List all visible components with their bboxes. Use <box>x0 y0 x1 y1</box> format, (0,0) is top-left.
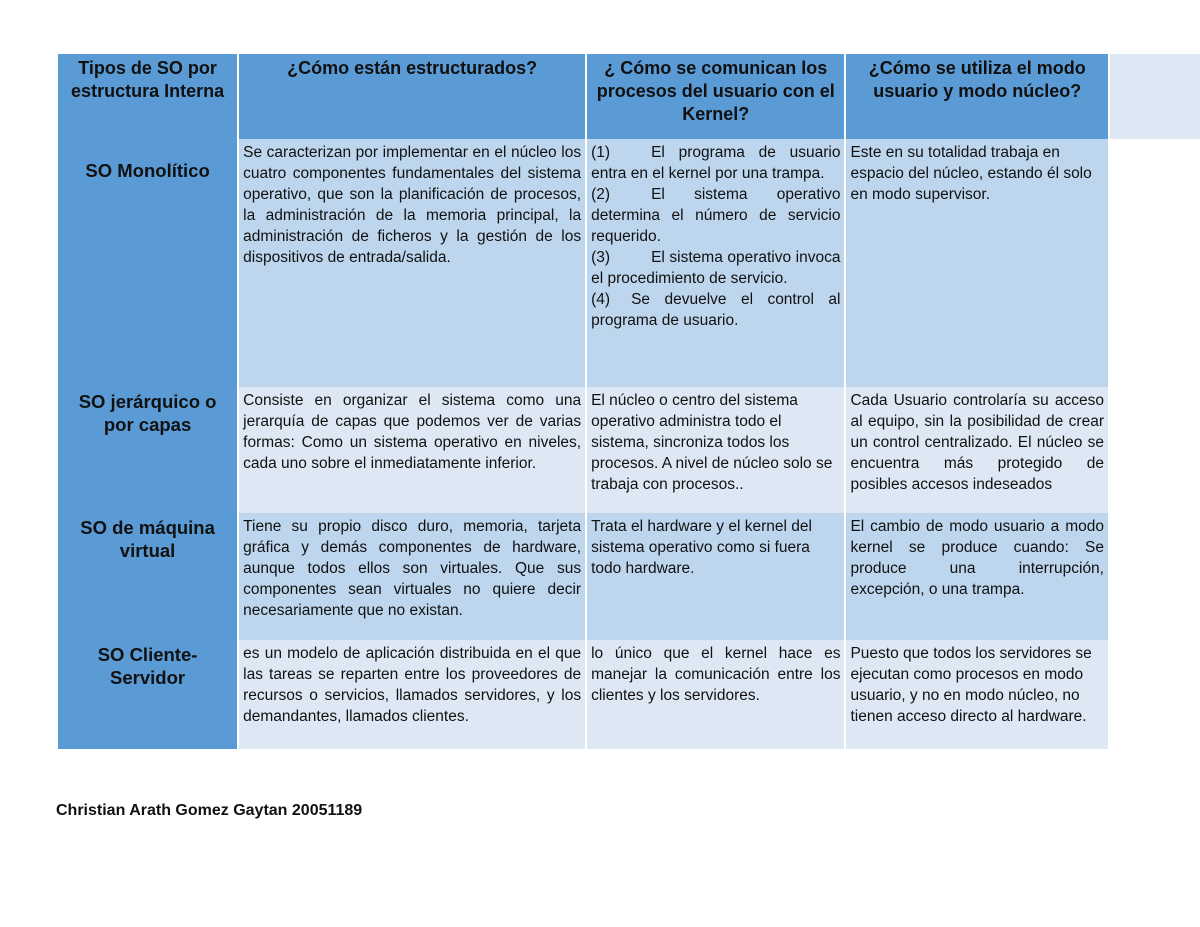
row-os-type: SO jerárquico o por capas <box>58 387 237 513</box>
step-item <box>591 289 840 331</box>
step-item <box>591 247 840 289</box>
step-text: El sistema operativo determina el número de servicio requerido. <box>591 186 841 245</box>
step-number: (4) <box>591 291 611 308</box>
cell-structure: Consiste en organizar el sistema como una jerarquía de capas que podemos ver de varias formas: Como un sistema operativo en niveles, cada uno sobre el inmediatamente inferior. <box>239 387 585 513</box>
row-os-type: SO Cliente-Servidor <box>58 640 237 749</box>
step-text: Se devuelve el control al programa de usuario. <box>591 291 841 329</box>
header-os-type: Tipos de SO por estructura Interna <box>58 54 237 139</box>
cell-communication-steps <box>587 139 844 387</box>
cell-communication: El núcleo o centro del sistema operativo administra todo el sistema, sincroniza todos los procesos. A nivel de núcleo solo se trabaja con procesos.. <box>587 387 844 513</box>
cell-structure: es un modelo de aplicación distribuida en el que las tareas se reparten entre los proveedores de recursos o servicios, llamados servidores, y los demandantes, llamados clientes. <box>239 640 585 749</box>
header-structure: ¿Cómo están estructurados? <box>239 54 585 139</box>
cell-communication: lo único que el kernel hace es manejar la comunicación entre los clientes y los servidores. <box>587 640 844 749</box>
table-header-row <box>58 54 1108 139</box>
cell-communication: Trata el hardware y el kernel del sistema operativo como si fuera todo hardware. <box>587 513 844 640</box>
table-row <box>58 387 1108 513</box>
page-edge-strip <box>1110 54 1200 139</box>
cell-structure: Se caracterizan por implementar en el núcleo los cuatro componentes fundamentales del sistema operativo, que son la planificación de procesos, la administración de la memoria principal, la administración de ficheros y la gestión de los dispositivos de entrada/salida. <box>239 139 585 387</box>
cell-modes: El cambio de modo usuario a modo kernel se produce cuando: Se produce una interrupción, excepción, o una trampa. <box>846 513 1108 640</box>
comparison-table <box>56 54 1110 749</box>
step-number: (2) <box>591 186 611 203</box>
step-number: (3) <box>591 249 611 266</box>
cell-modes: Cada Usuario controlaría su acceso al equipo, sin la posibilidad de crear un control centralizado. El núcleo se encuentra más protegido de posibles accesos indeseados <box>846 387 1108 513</box>
step-text: El programa de usuario entra en el kernel por una trampa. <box>591 144 841 182</box>
step-text: El sistema operativo invoca el procedimiento de servicio. <box>591 249 841 287</box>
step-number: (1) <box>591 144 611 161</box>
row-os-type: SO Monolítico <box>58 139 237 387</box>
row-os-type: SO de máquina virtual <box>58 513 237 640</box>
cell-structure: Tiene su propio disco duro, memoria, tarjeta gráfica y demás componentes de hardware, aunque todos ellos son virtuales. Que sus componentes sean virtuales no quiere decir necesariamente que no existan. <box>239 513 585 640</box>
author-footer: Christian Arath Gomez Gaytan 20051189 <box>56 802 363 819</box>
table-row <box>58 513 1108 640</box>
step-item <box>591 142 840 184</box>
step-item <box>591 184 840 247</box>
cell-modes: Este en su totalidad trabaja en espacio del núcleo, estando él solo en modo supervisor. <box>846 139 1108 387</box>
header-communication: ¿ Cómo se comunican los procesos del usuario con el Kernel? <box>587 54 844 139</box>
cell-modes: Puesto que todos los servidores se ejecutan como procesos en modo usuario, y no en modo núcleo, no tienen acceso directo al hardware. <box>846 640 1108 749</box>
header-modes: ¿Cómo se utiliza el modo usuario y modo núcleo? <box>846 54 1108 139</box>
table-row <box>58 139 1108 387</box>
table-row <box>58 640 1108 749</box>
